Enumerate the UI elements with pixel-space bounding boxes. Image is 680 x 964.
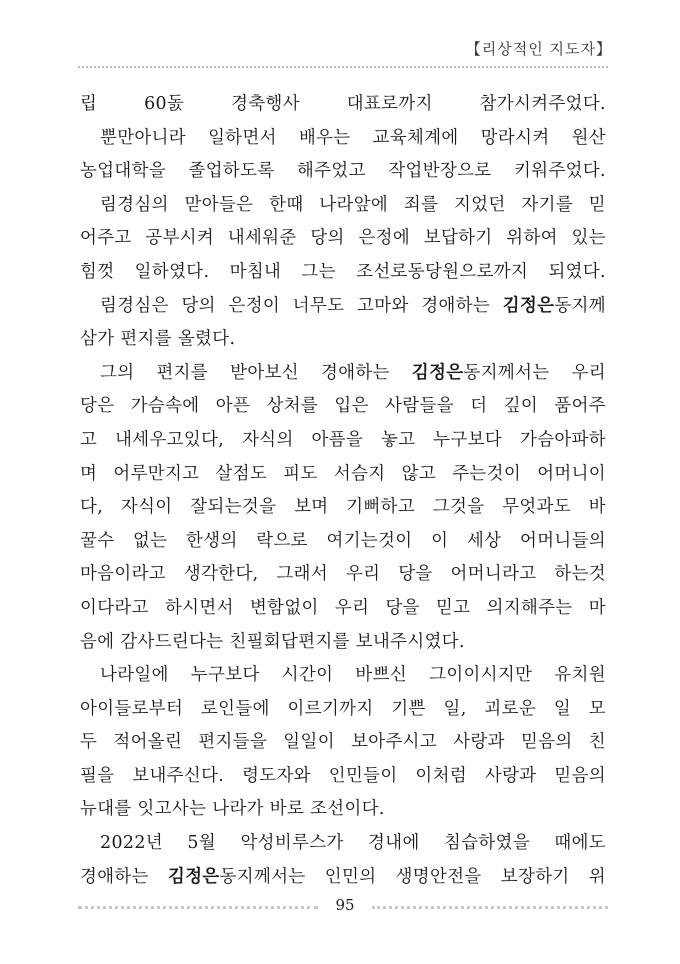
leader-name: 김정은 bbox=[168, 866, 220, 887]
text-line: 림경심의 맏아들은 한때 나라앞에 죄를 지었던 자기를 믿 bbox=[100, 194, 606, 215]
text-line: 립 60돐 경축행사 대표로까지 참가시켜주었다. bbox=[80, 94, 606, 114]
text-line: 음에 감사드린다는 친필회답편지를 보내주시였다. bbox=[80, 631, 465, 652]
text-segment: 경애하는 bbox=[80, 866, 168, 887]
text-line: 힘껏 일하였다. 마침내 그는 조선로동당원으로까지 되였다. bbox=[80, 261, 606, 282]
text-line: 마음이라고 생각한다, 그래서 우리 당을 어머니라고 하는것 bbox=[80, 564, 606, 585]
text-line: 2022년 5월 악성비루스가 경내에 침습하였을 때에도 bbox=[100, 833, 606, 854]
text-segment: 동지께서는 우리 bbox=[463, 362, 606, 383]
text-segment: 동지께 bbox=[554, 295, 606, 316]
text-line: 꿀수 없는 한생의 락으로 여기는것이 이 세상 어머니들의 bbox=[80, 530, 606, 551]
text-line: 뿐만아니라 일하면서 배우는 교육체계에 망라시켜 원산 bbox=[100, 127, 606, 148]
text-line: 아이들로부터 로인들에 이르기까지 기쁜 일, 괴로운 일 모 bbox=[80, 698, 606, 719]
body-text bbox=[80, 88, 606, 894]
text-line: 두 적어올린 편지들을 일일이 보아주시고 사랑과 믿음의 친 bbox=[80, 732, 606, 753]
page-number: 95 bbox=[335, 896, 355, 914]
leader-name: 김정은 bbox=[411, 362, 464, 383]
text-line bbox=[80, 290, 606, 324]
leader-name: 김정은 bbox=[502, 295, 555, 316]
text-segment: 그의 편지를 받아보신 경애하는 bbox=[100, 362, 412, 383]
text-line: 필을 보내주신다. 령도자와 인민들이 이처럼 사랑과 믿음의 bbox=[80, 765, 606, 786]
text-segment: 동지께서는 인민의 생명안전을 보장하기 위 bbox=[219, 866, 606, 887]
text-line: 어주고 공부시켜 내세워준 당의 은정에 보답하기 위하여 있는 bbox=[80, 228, 606, 249]
text-line: 농업대학을 졸업하도록 해주었고 작업반장으로 키워주었다. bbox=[80, 161, 606, 182]
text-line: 삼가 편지를 올렸다. bbox=[80, 329, 236, 350]
text-line: 고 내세우고있다, 자식의 아픔을 놓고 누구보다 가슴아파하 bbox=[80, 429, 606, 450]
text-line: 다, 자식이 잘되는것을 보며 기뻐하고 그것을 무엇과도 바 bbox=[80, 497, 606, 518]
running-header: 【리상적인 지도자】 bbox=[465, 40, 612, 58]
text-segment: 림경심은 당의 은정이 너무도 고마와 경애하는 bbox=[100, 295, 503, 316]
text-line bbox=[80, 861, 606, 895]
footer-divider-right bbox=[372, 906, 608, 909]
text-line: 나라일에 누구보다 시간이 바쁘신 그이이시지만 유치원 bbox=[100, 665, 606, 686]
text-line: 당은 가슴속에 아픈 상처를 입은 사람들을 더 깊이 품어주 bbox=[80, 396, 606, 417]
header-divider bbox=[78, 66, 608, 68]
text-line: 며 어루만지고 살점도 피도 서슴지 않고 주는것이 어머니이 bbox=[80, 463, 606, 484]
text-line bbox=[80, 357, 606, 391]
text-line: 뉴대를 잇고사는 나라가 바로 조선이다. bbox=[80, 799, 385, 820]
text-line: 이다라고 하시면서 변함없이 우리 당을 믿고 의지해주는 마 bbox=[80, 597, 606, 618]
footer-divider-left bbox=[78, 906, 318, 909]
